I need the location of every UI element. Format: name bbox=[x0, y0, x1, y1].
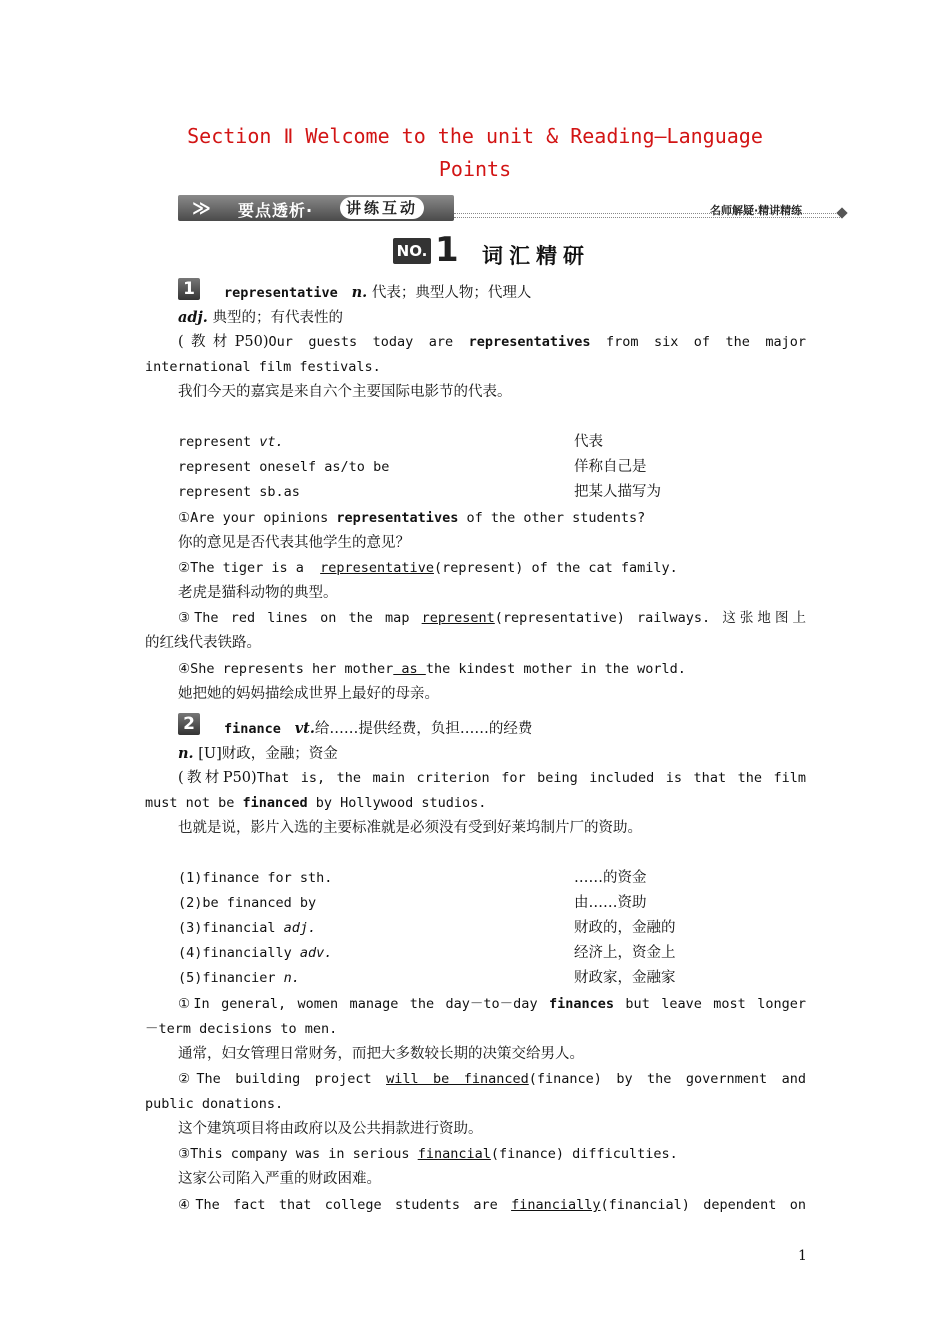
phrase-cn: 佯称自己是 bbox=[574, 459, 647, 475]
textbook-source: (教材P50) bbox=[178, 770, 257, 786]
phrase-cn: 财政的，金融的 bbox=[574, 920, 676, 936]
vocab-entry-adj bbox=[178, 305, 343, 331]
part-of-speech: n. bbox=[351, 284, 368, 301]
item-number-badge: 1 bbox=[178, 278, 200, 300]
phrase-en: represent sb.as bbox=[178, 484, 300, 500]
exercise-translation-1: 通常，妇女管理日常财务，而把大多数较长期的决策交给男人。 bbox=[178, 1046, 584, 1062]
definition: [U]财政，金融；资金 bbox=[198, 746, 338, 762]
exercise-translation-3: 这家公司陷入严重的财政困难。 bbox=[178, 1171, 381, 1187]
chevron-right-icon: ≫ bbox=[192, 198, 208, 219]
banner-right-text: 名师解疑·精讲精练 bbox=[710, 204, 803, 217]
sentence-text: the kindest mother in the world. bbox=[425, 661, 686, 677]
example-translation: 也就是说，影片入选的主要标准就是必须没有受到好莱坞制片厂的资助。 bbox=[178, 820, 642, 836]
definition: 代表；典型人物；代理人 bbox=[371, 285, 532, 301]
vocab-entry-noun bbox=[178, 741, 338, 767]
phrase-cn: 把某人描写为 bbox=[574, 484, 661, 500]
sentence-text: but leave most longer bbox=[614, 996, 806, 1012]
phrase-text: (3)financial bbox=[178, 920, 284, 936]
exercise-translation-3: 的红线代表铁路。 bbox=[145, 635, 261, 651]
sentence-text: ③The red lines on the map bbox=[178, 610, 422, 626]
section-heading: 词汇精研 bbox=[482, 244, 590, 268]
section-banner bbox=[178, 195, 850, 223]
exercise-sentence-4 bbox=[178, 657, 686, 682]
answer-blank: representative bbox=[320, 560, 434, 576]
exercise-translation-2: 这个建筑项目将由政府以及公共捐款进行资助。 bbox=[178, 1121, 483, 1137]
sentence-text: (representative) railways. 这张地图上 bbox=[494, 610, 807, 626]
textbook-example-line1 bbox=[178, 330, 806, 355]
answer-blank: will be financed bbox=[386, 1071, 529, 1087]
banner-dot: · bbox=[306, 201, 314, 220]
phrase-cn: 由……资助 bbox=[574, 895, 647, 911]
sentence-text: of the other students? bbox=[458, 510, 646, 526]
phrase-cn: 代表 bbox=[574, 434, 603, 450]
title-line-1: Section Ⅱ Welcome to the unit & Reading—Language bbox=[187, 124, 763, 148]
sentence-text: (financial) dependent on bbox=[600, 1197, 806, 1213]
exercise-sentence-3 bbox=[178, 606, 806, 631]
exercise-sentence-1-cont: －term decisions to men. bbox=[145, 1021, 338, 1037]
example-keyword: representatives bbox=[468, 334, 591, 350]
page-number: 1 bbox=[798, 1248, 807, 1264]
headword: finance bbox=[224, 721, 281, 737]
phrase-en: (1)finance for sth. bbox=[178, 870, 333, 886]
title-line-2: Points bbox=[438, 157, 512, 181]
part-of-speech: adj. bbox=[178, 309, 208, 326]
phrase-cn: 经济上，资金上 bbox=[574, 945, 676, 961]
headword: representative bbox=[224, 285, 338, 301]
sentence-text: ②The tiger is a bbox=[178, 560, 321, 576]
example-text: That is, the main criterion for being included is that the film bbox=[256, 770, 806, 786]
phrase-text: (5)financier bbox=[178, 970, 284, 986]
part-of-speech: vt. bbox=[294, 720, 315, 737]
sentence-keyword: finances bbox=[548, 996, 615, 1012]
phrase-pos: vt. bbox=[259, 434, 284, 450]
exercise-translation-2: 老虎是猫科动物的典型。 bbox=[178, 585, 338, 601]
phrase-cn: ……的资金 bbox=[574, 870, 647, 886]
sentence-text: ②The building project bbox=[178, 1071, 387, 1087]
banner-pill: 讲练互动 bbox=[340, 197, 424, 219]
banner-left-text bbox=[238, 198, 313, 221]
phrase-text: (4)financially bbox=[178, 945, 300, 961]
item-number-badge: 2 bbox=[178, 713, 200, 735]
sentence-text: ③This company was in serious bbox=[178, 1146, 418, 1162]
phrase-en: represent oneself as/to be bbox=[178, 459, 390, 475]
exercise-translation-4: 她把她的妈妈描绘成世界上最好的母亲。 bbox=[178, 686, 439, 702]
sentence-text: ①Are your opinions bbox=[178, 510, 337, 526]
exercise-sentence-2-cont: public donations. bbox=[145, 1096, 284, 1112]
phrase-en: (2)be financed by bbox=[178, 895, 317, 911]
exercise-sentence-1 bbox=[178, 506, 645, 531]
phrase-pos: adv. bbox=[299, 945, 333, 961]
banner-left-label: 要点透析 bbox=[238, 201, 307, 220]
sentence-text: (represent) of the cat family. bbox=[433, 560, 678, 576]
sentence-text: ④The fact that college students are bbox=[178, 1197, 512, 1213]
textbook-example-line2: international film festivals. bbox=[145, 359, 381, 375]
example-translation: 我们今天的嘉宾是来自六个主要国际电影节的代表。 bbox=[178, 384, 512, 400]
example-text: from six of the major bbox=[590, 334, 806, 350]
phrase-en bbox=[178, 941, 332, 966]
textbook-source: (教材P50) bbox=[178, 334, 269, 350]
sentence-text: ④She represents her mother bbox=[178, 661, 394, 677]
phrase-text: represent bbox=[178, 434, 260, 450]
section-number-badge bbox=[393, 230, 459, 270]
phrase-cn: 财政家，金融家 bbox=[574, 970, 676, 986]
exercise-translation-1: 你的意见是否代表其他学生的意见？ bbox=[178, 535, 410, 551]
section-number: 1 bbox=[435, 230, 459, 270]
example-text: Our guests today are bbox=[268, 334, 469, 350]
textbook-example-line2 bbox=[145, 791, 486, 816]
phrase-en bbox=[178, 966, 300, 991]
exercise-sentence-4 bbox=[178, 1193, 806, 1218]
definition: 给……提供经费，负担……的经费 bbox=[314, 721, 533, 737]
phrase-pos: n. bbox=[283, 970, 300, 986]
vocab-entry-headword bbox=[224, 280, 531, 306]
phrase-en bbox=[178, 916, 316, 941]
answer-blank: financial bbox=[417, 1146, 491, 1162]
sentence-text: (finance) difficulties. bbox=[490, 1146, 678, 1162]
vocab-entry-headword bbox=[224, 716, 532, 742]
example-keyword: financed bbox=[242, 795, 308, 811]
answer-blank: represent bbox=[421, 610, 495, 626]
definition: 典型的；有代表性的 bbox=[212, 310, 343, 326]
sentence-text: ①In general, women manage the day－to－day bbox=[178, 996, 549, 1012]
phrase-en bbox=[178, 430, 284, 455]
exercise-sentence-1 bbox=[178, 992, 806, 1017]
exercise-sentence-2 bbox=[178, 1067, 806, 1092]
exercise-sentence-3 bbox=[178, 1142, 678, 1167]
sentence-text: (finance) by the government and bbox=[528, 1071, 806, 1087]
answer-blank: financially bbox=[511, 1197, 601, 1213]
page-title bbox=[145, 120, 805, 186]
textbook-example-line1 bbox=[178, 766, 806, 791]
exercise-sentence-2 bbox=[178, 556, 678, 581]
answer-blank: as bbox=[393, 661, 426, 677]
example-text: by Hollywood studios. bbox=[307, 795, 487, 811]
part-of-speech: n. bbox=[178, 745, 194, 762]
example-text: must not be bbox=[145, 795, 243, 811]
phrase-pos: adj. bbox=[283, 920, 317, 936]
sentence-keyword: representatives bbox=[336, 510, 459, 526]
no-label: NO. bbox=[393, 238, 431, 264]
